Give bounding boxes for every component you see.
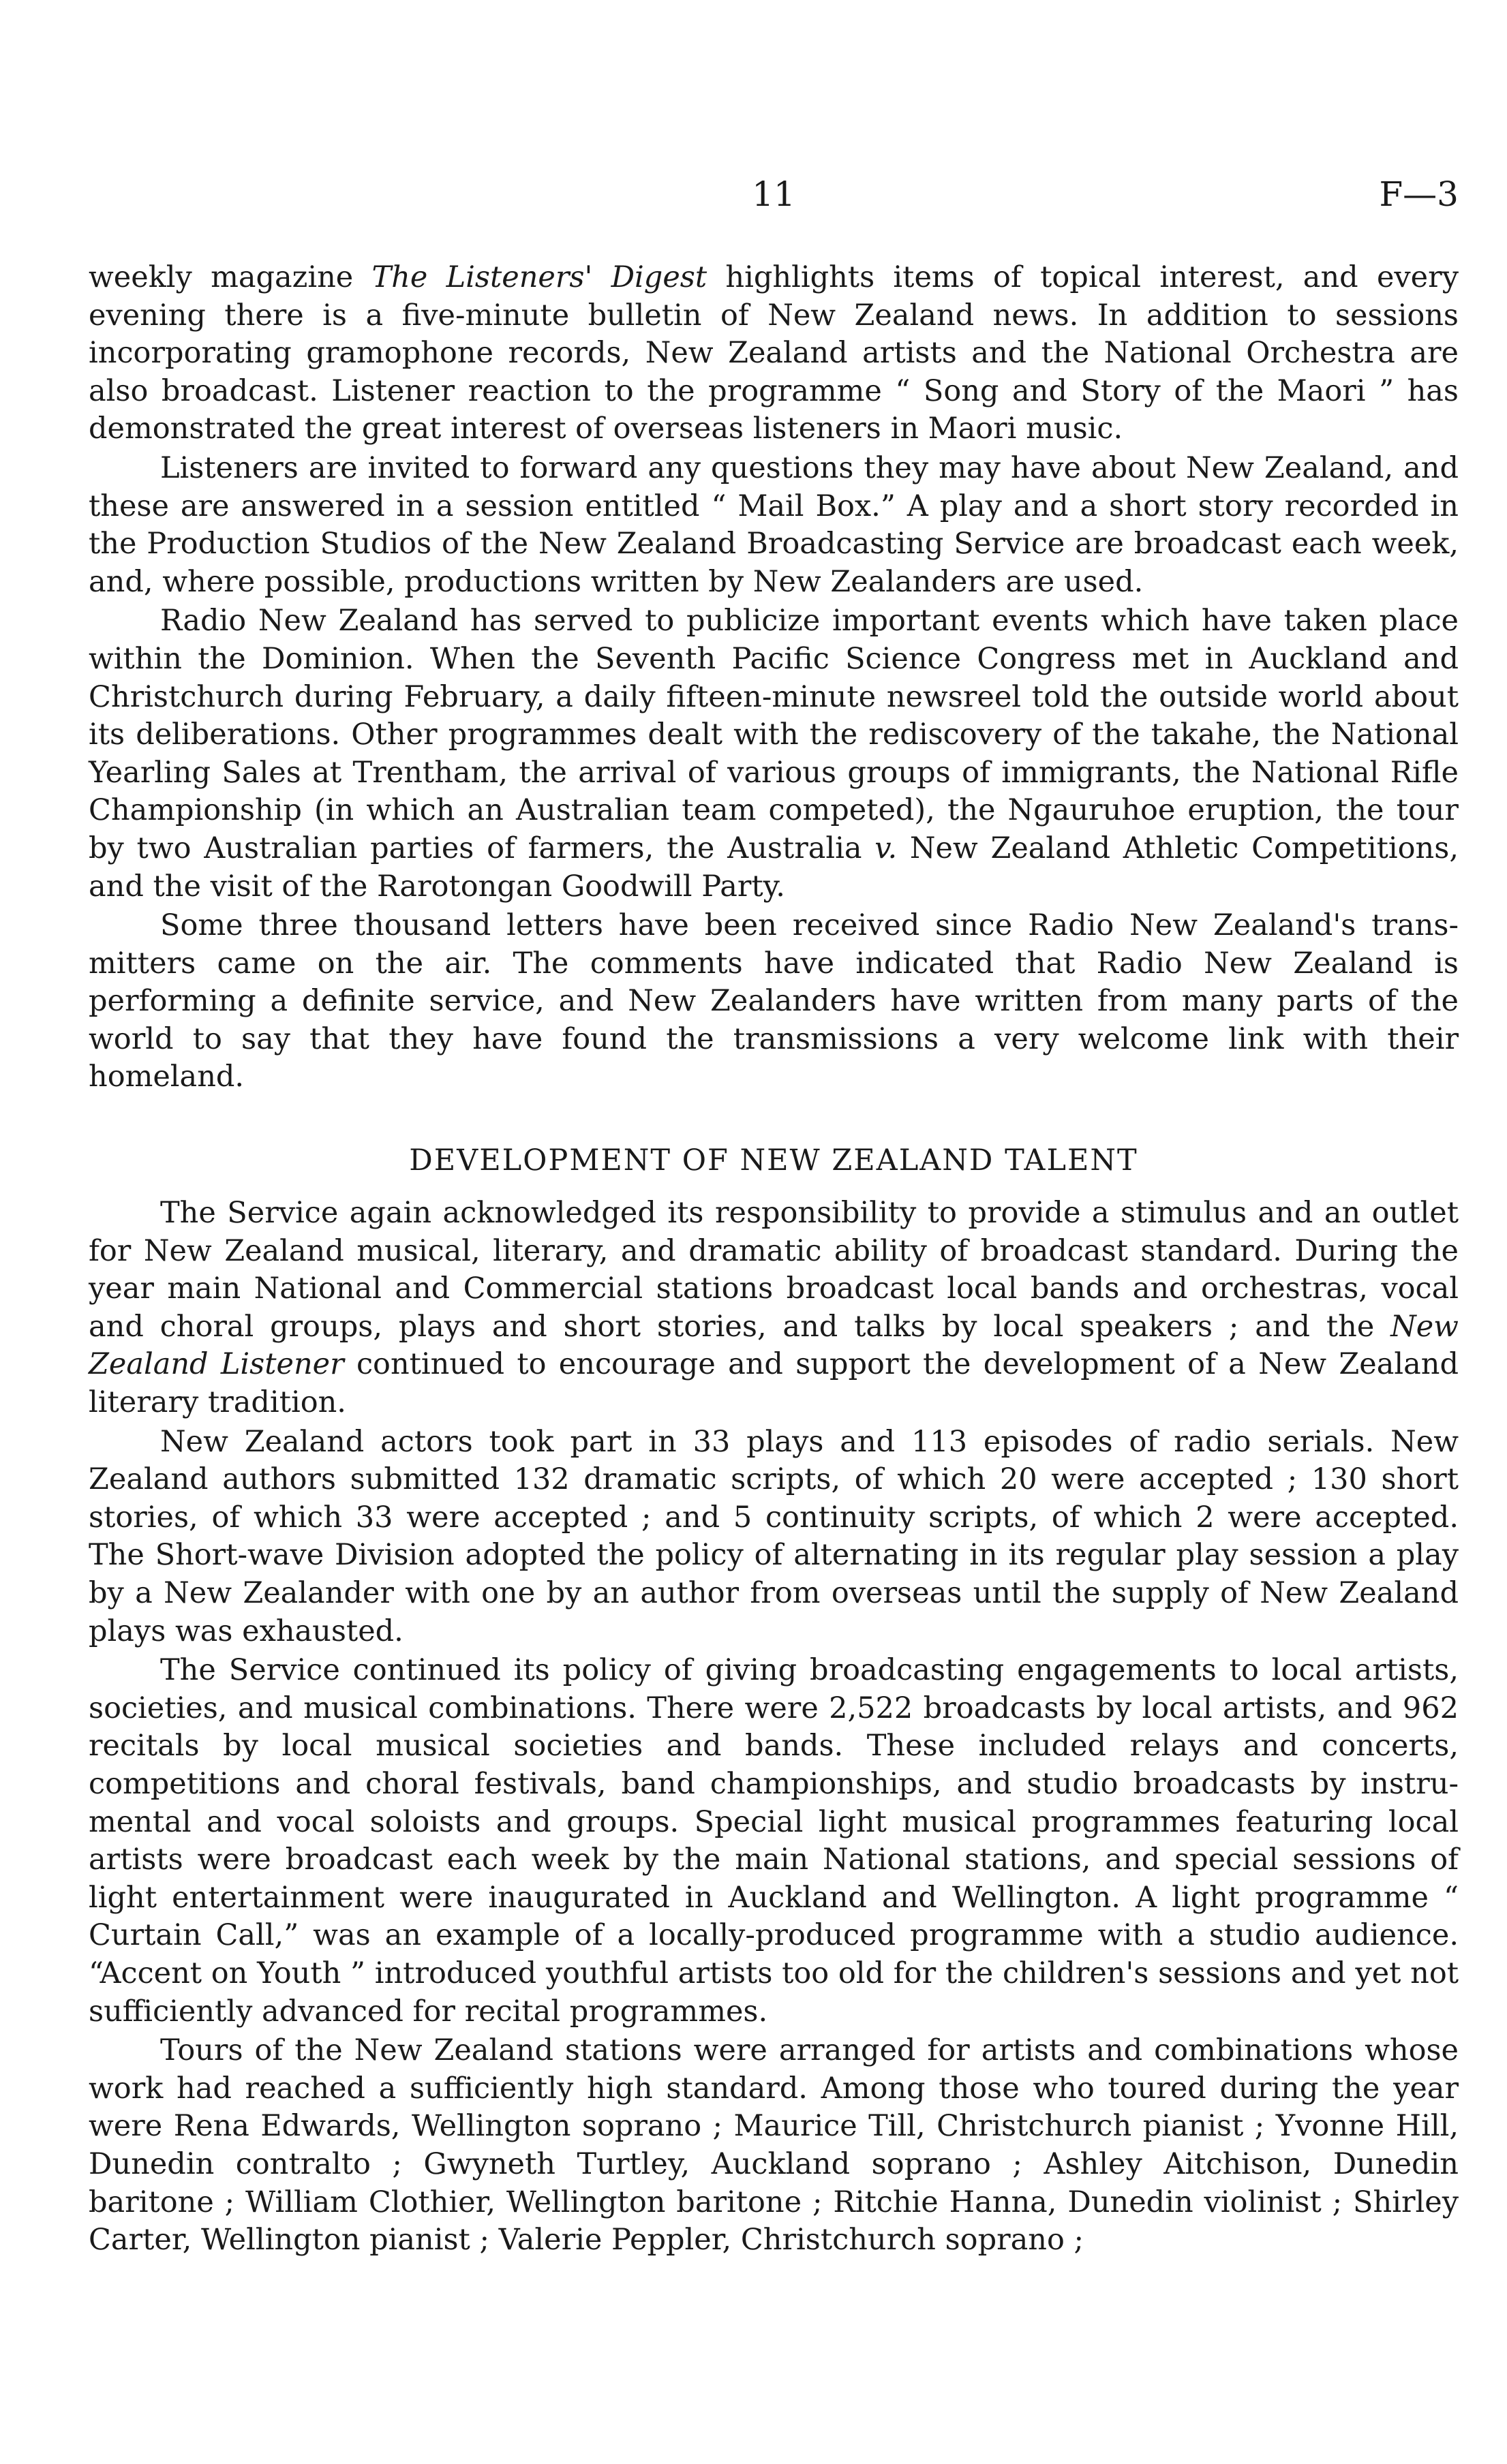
italic-versus: v.	[874, 831, 898, 865]
text-run: Radio New Zealand has served to publicize important events which have taken place within the Dominion. When the Seventh Pacific Science Congress met in Auckland and Christchurch during February, a daily fifteen-minute newsreel told the outside world about its deliberations. Other programmes dealt with the rediscovery of the takahe, the National Yearling Sales at Trentham, the arrival of various groups of immigrants, the National Rifle Championship (in which an Australian team competed), the Ngauruhoe eruption, the tour by two Australian parties of farmers, the Australia	[89, 604, 1459, 865]
paragraph-engagements: The Service continued its policy of giving broadcasting engagements to local artists, societies, and musical combinations. There were 2,522 broadcasts by local artists, and 962 recitals by local musical societies and bands. These included relays and concerts, competitions and choral festivals, band championships, and studio broadcasts by instrumental and vocal soloists and groups. Special light musical programmes featuring local artists were broadcast each week by the main National stations, and special sessions of light entertainment were inaugurated in Auckland and Wellington. A light programme “ Curtain Call,” was an example of a locally-produced programme with a studio audience. “Accent on Youth ” introduced youthful artists too old for the children's sessions and yet not sufficiently advanced for recital programmes.	[89, 1653, 1459, 2029]
text-run: The Service again acknowledged its responsibility to provide a stimulus and an outlet for New Zealand musical, literary, and dramatic ability of broadcast standard. During the year main National and Commercial stations broadcast local bands and orchestras, vocal and choral groups, plays and short stories, and talks by local speakers ; and the	[89, 1196, 1459, 1344]
paragraph-events	[89, 602, 1459, 906]
italic-title: The Listeners' Digest	[371, 260, 707, 294]
paragraph-tours: Tours of the New Zealand stations were arranged for artists and combinations whose work had reached a sufficiently high standard. Among those who toured during the year were Rena Edwards, Wellington soprano ; Maurice Till, Christchurch pianist ; Yvonne Hill, Dunedin contralto ; Gwyneth Turtley, Auckland soprano ; Ashley Aitchison, Dunedin baritone ; William Clothier, Wellington baritone ; Ritchie Hanna, Dunedin violinist ; Shirley Carter, Wellington pianist ; Valerie Peppler, Christchurch soprano ;	[89, 2033, 1459, 2258]
page-header	[89, 170, 1459, 218]
paragraph-magazine	[89, 259, 1459, 448]
page-body	[89, 259, 1459, 2261]
text-run: weekly magazine	[89, 260, 372, 294]
paragraph-actors: New Zealand actors took part in 33 plays and 113 episodes of radio serials. New Zealand authors submitted 132 dramatic scripts, of which 20 were accepted ; 130 short stories, of which 33 were accepted ; and 5 continuity scripts, of which 2 were accepted. The Short-wave Division adopted the policy of alternating in its regular play session a play by a New Zealander with one by an author from overseas until the supply of New Zealand plays was exhausted.	[89, 1424, 1459, 1648]
text-run: highlights items of topical interest, and every evening there is a five-minute bulletin of New Zealand news. In addition to sessions incorporating gramophone records, New Zealand artists and the National Orchestra are also broadcast. Listener reaction to the programme “ Song and Story of the Maori ” has demonstrated the great interest of overseas listeners in Maori music.	[89, 260, 1459, 446]
text-run: continued to encourage and support the development of a New Zealand literary tradition.	[89, 1347, 1459, 1420]
text-run: New Zealand Athletic Competitions, and the visit of the Rarotongan Goodwill Party.	[89, 831, 1459, 904]
paragraph-letters: Some three thousand letters have been received since Radio New Zealand's transmitters came on the air. The comments have indicated that Radio New Zealand is performing a definite service, and New Zealanders have written from many parts of the world to say that they have found the transmissions a very welcome link with their homeland.	[89, 908, 1459, 1094]
paragraph-stimulus	[89, 1195, 1459, 1422]
document-reference: F—3	[1379, 174, 1459, 214]
italic-title: New Zealand Listener	[89, 1309, 1459, 1382]
page-number: 11	[752, 174, 795, 214]
section-heading: DEVELOPMENT OF NEW ZEALAND TALENT	[409, 1143, 1138, 1178]
paragraph-mail-box: Listeners are invited to forward any questions they may have about New Zealand, and these are answered in a session entitled “ Mail Box.” A play and a short story recorded in the Production Studios of the New Zealand Broadcasting Service are broadcast each week, and, where possible, productions written by New Zealanders are used.	[89, 450, 1459, 599]
